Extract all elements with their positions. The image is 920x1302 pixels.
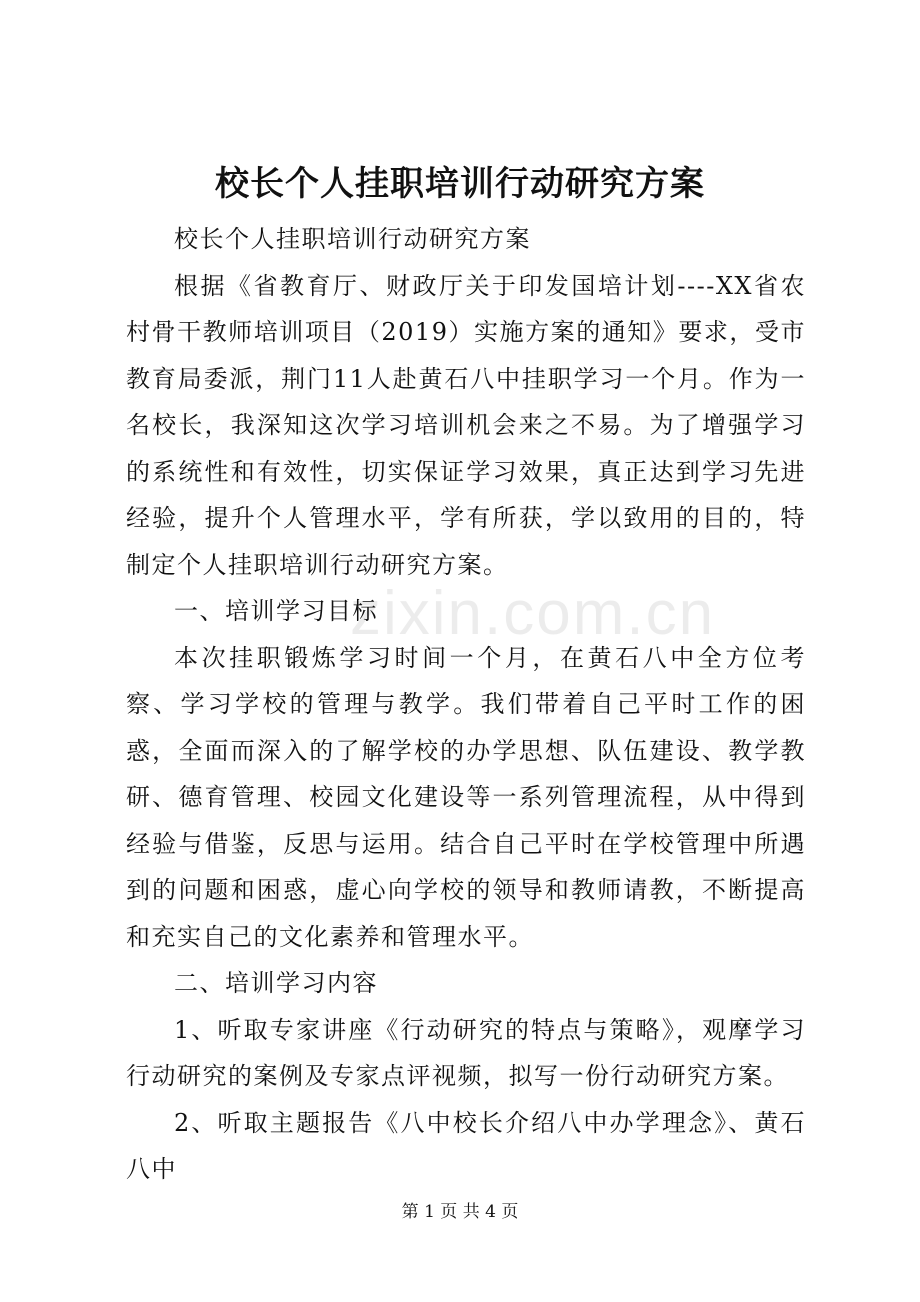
subtitle-paragraph: 校长个人挂职培训行动研究方案 — [174, 225, 531, 253]
section-heading-content: 二、培训学习内容 — [174, 969, 378, 997]
intro-paragraph: 根据《省教育厅、财政厅关于印发国培计划----XX省农村骨干教师培训项目（2019）实施方案的通知》要求，受市教育局委派，荆门11人赴黄石八中挂职学习一个月。作为一名校长，我深知这次学习培训机会来之不易。为了增强学习的系统性和有效性，切实保证学习效果，真正达到学习先进经验，提升个人管理水平，学有所获，学以致用的目的，特制定个人挂职培训行动研究方案。 — [126, 271, 806, 579]
watermark: zixin.com.cn — [350, 579, 716, 648]
document-body — [126, 216, 806, 1193]
section-heading-goals: 一、培训学习目标 — [174, 597, 378, 625]
content-item-2: 2、听取主题报告《八中校长介绍八中办学理念》、黄石八中 — [126, 1108, 806, 1183]
document-title: 校长个人挂职培训行动研究方案 — [215, 164, 705, 204]
goals-paragraph: 本次挂职锻炼学习时间一个月，在黄石八中全方位考察、学习学校的管理与教学。我们带着自己平时工作的困惑，全面而深入的了解学校的办学思想、队伍建设、教学教研、德育管理、校园文化建设等一系列管理流程，从中得到经验与借鉴，反思与运用。结合自己平时在学校管理中所遇到的问题和困惑，虚心向学校的领导和教师请教，不断提高和充实自己的文化素养和管理水平。 — [126, 643, 806, 951]
content-item-1: 1、听取专家讲座《行动研究的特点与策略》，观摩学习行动研究的案例及专家点评视频，拟写一份行动研究方案。 — [126, 1015, 806, 1090]
page-footer: 第 1 页 共 4 页 — [401, 1202, 519, 1222]
